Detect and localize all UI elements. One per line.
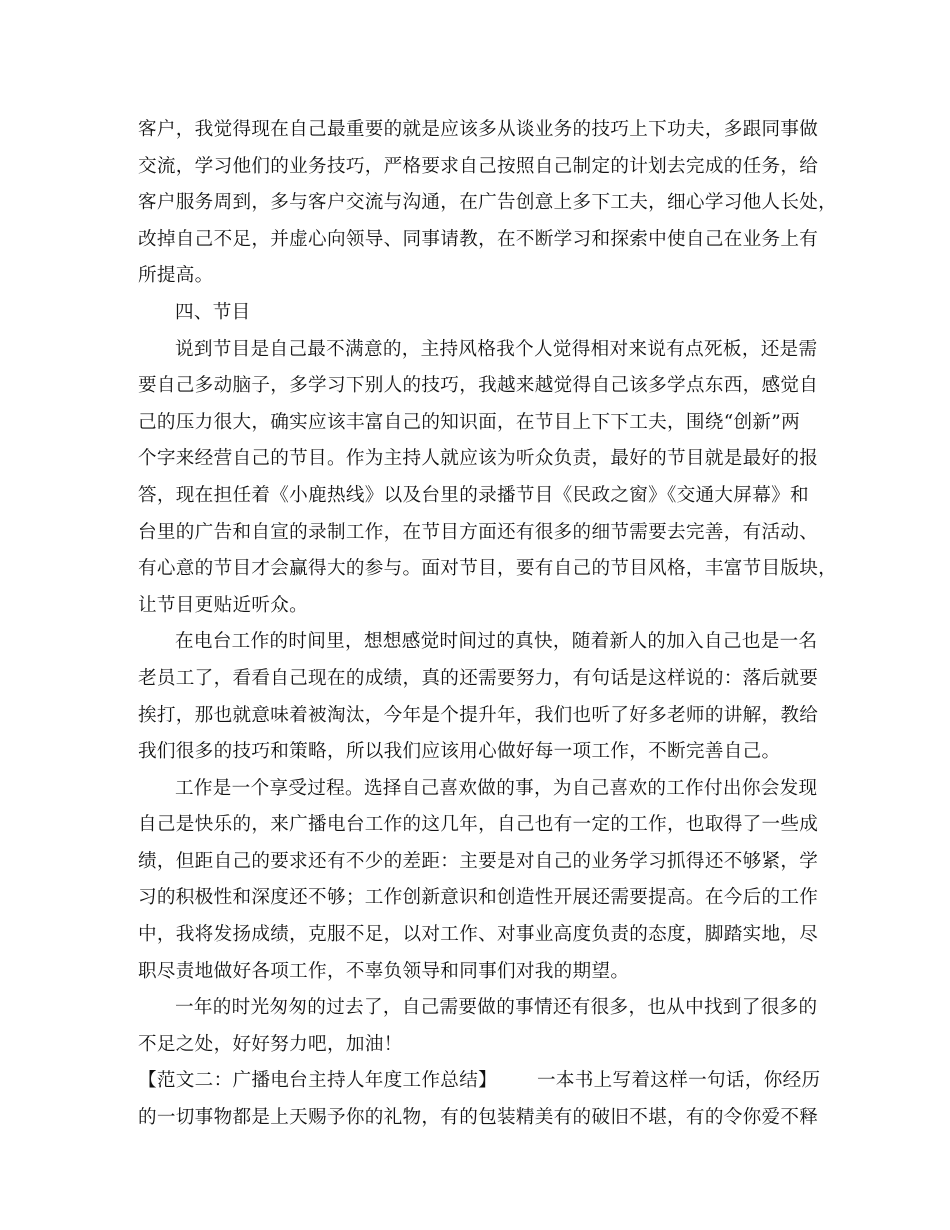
article-intro: 一本书上写着这样一句话，你经历 xyxy=(536,1070,821,1092)
section-heading: 四、节目 xyxy=(175,301,251,323)
text-line: 习的积极性和深度还不够；工作创新意识和创造性开展还需要提高。在今后的工作 xyxy=(138,887,819,909)
text-line: 客户服务周到，多与客户交流与沟通，在广告创意上多下工夫，细心学习他人长处， xyxy=(138,192,838,214)
text-line: 让节目更贴近听众。 xyxy=(138,594,309,616)
text-line: 不足之处，好好努力吧，加油！ xyxy=(138,1033,403,1055)
text-line: 己的压力很大，确实应该丰富自己的知识面，在节目上下下工夫，围绕“创新”两 xyxy=(138,411,800,433)
text-line: 要自己多动脑子，多学习下别人的技巧，我越来越觉得自己该多学点东西，感觉自 xyxy=(138,375,819,397)
text-line: 挨打，那也就意味着被淘汰，今年是个提升年，我们也听了好多老师的讲解，教给 xyxy=(138,704,819,726)
text-line: 我们很多的技巧和策略，所以我们应该用心做好每一项工作，不断完善自己。 xyxy=(138,741,781,763)
text-line: 改掉自己不足，并虚心向领导、同事请教，在不断学习和探索中使自己在业务上有 xyxy=(138,228,819,250)
text-line: 中，我将发扬成绩，克服不足，以对工作、对事业高度负责的态度，脚踏实地，尽 xyxy=(138,924,819,946)
text-line: 老员工了，看看自己现在的成绩，真的还需要努力，有句话是这样说的：落后就要 xyxy=(138,667,819,689)
text-line: 所提高。 xyxy=(138,265,214,287)
text-line: 职尽责地做好各项工作，不辜负领导和同事们对我的期望。 xyxy=(138,960,630,982)
article-title: 【范文二：广播电台主持人年度工作总结】 xyxy=(138,1070,497,1092)
text-line: 有心意的节目才会赢得大的参与。面对节目，要有自己的节目风格，丰富节目版块， xyxy=(138,558,838,580)
text-line: 交流，学习他们的业务技巧，严格要求自己按照自己制定的计划去完成的任务，给 xyxy=(138,155,819,177)
text-line: 绩，但距自己的要求还有不少的差距：主要是对自己的业务学习抓得还不够紧，学 xyxy=(138,850,819,872)
text-line: 自己是快乐的，来广播电台工作的这几年，自己也有一定的工作，也取得了一些成 xyxy=(138,814,819,836)
body-text xyxy=(138,112,838,1137)
text-line: 工作是一个享受过程。选择自己喜欢做的事，为自己喜欢的工作付出你会发现 xyxy=(175,777,818,799)
text-line: 个字来经营自己的节目。作为主持人就应该为听众负责，最好的节目就是最好的报 xyxy=(138,448,819,470)
text-line: 客户，我觉得现在自己最重要的就是应该多从谈业务的技巧上下功夫，多跟同事做 xyxy=(138,119,819,140)
text-line xyxy=(138,1063,828,1100)
text-line: 台里的广告和自宣的录制工作，在节目方面还有很多的细节需要去完善，有活动、 xyxy=(138,521,819,543)
text-line: 一年的时光匆匆的过去了，自己需要做的事情还有很多，也从中找到了很多的 xyxy=(175,997,818,1019)
text-line: 的一切事物都是上天赐予你的礼物，有的包装精美有的破旧不堪，有的令你爱不释 xyxy=(138,1107,819,1129)
text-line: 答，现在担任着《小鹿热线》以及台里的录播节目《民政之窗》《交通大屏幕》和 xyxy=(138,484,809,506)
text-line: 在电台工作的时间里，想想感觉时间过的真快，随着新人的加入自己也是一名 xyxy=(175,631,818,653)
text-line: 说到节目是自己最不满意的，主持风格我个人觉得相对来说有点死板，还是需 xyxy=(175,338,818,360)
